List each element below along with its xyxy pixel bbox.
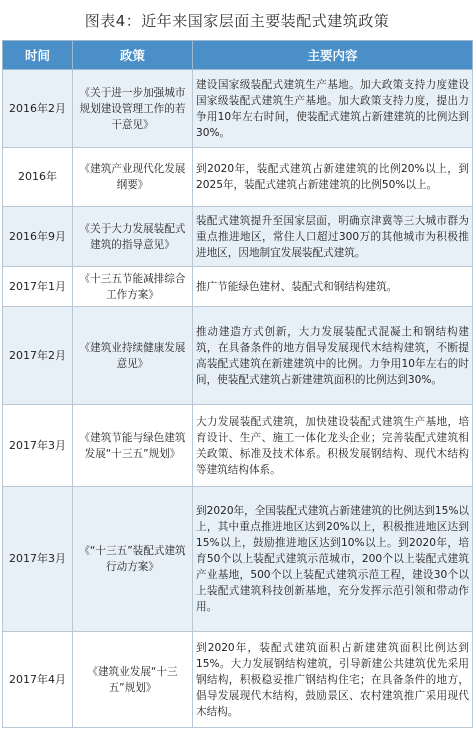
- chart-title: 图表4：近年来国家层面主要装配式建筑政策: [84, 11, 390, 30]
- row-content: 到2020年，全国装配式建筑占新建建筑的比例达到15%以上，其中重点推进地区达到20%以上，积极推进地区达到15%以上，鼓励推进地区达到10%以上。到2020年，培育50个以上装配式建筑示范城市，200个以上装配式建筑产业基地，500个以上装配式建筑示范工程，建设30个以上装配式建筑科技创新基地，充分发挥示范引领和带动作用。: [193, 487, 473, 632]
- row-time: 2016年2月: [3, 70, 73, 148]
- row-policy: 《关于进一步加强城市规划建设管理工作的若干意见》: [73, 70, 193, 148]
- table-row: [3, 487, 473, 632]
- row-policy: 《十三五节能减排综合工作方案》: [73, 267, 193, 307]
- row-policy: 《建筑业持续健康发展意见》: [73, 307, 193, 405]
- row-time: 2017年1月: [3, 267, 73, 307]
- row-time: 2017年3月: [3, 405, 73, 487]
- row-content: 建设国家级装配式建筑生产基地。加大政策支持力度建设国家级装配式建筑生产基地。加大政策支持力度，提出力争用10年左右时间，使装配式建筑占新建建筑的比例达到30%。: [193, 70, 473, 148]
- row-content: 到2020年，装配式建筑占新建建筑的比例20%以上，到2025年，装配式建筑占新建建筑的比例50%以上。: [193, 148, 473, 207]
- row-policy: 《“十三五”装配式建筑行动方案》: [73, 487, 193, 632]
- row-policy: 《建筑节能与绿色建筑发展“十三五”规划》: [73, 405, 193, 487]
- row-policy: 《关于大力发展装配式建筑的指导意见》: [73, 207, 193, 267]
- table-row: [3, 207, 473, 267]
- row-time: 2016年: [3, 148, 73, 207]
- row-content: 到2020年，装配式建筑面积占新建建筑面积比例达到15%。大力发展钢结构建筑，引导新建公共建筑优先采用钢结构，积极稳妥推广钢结构住宅；在具备条件的地方，倡导发展现代木结构，鼓励景区、农村建筑推广采用现代木结构。: [193, 632, 473, 728]
- table-header-row: [3, 41, 473, 70]
- header-policy: 政策: [73, 41, 193, 70]
- row-time: 2017年4月: [3, 632, 73, 728]
- table-row: [3, 632, 473, 728]
- row-content: 装配式建筑提升至国家层面，明确京津冀等三大城市群为重点推进地区，常住人口超过300万的其他城市为积极推进地区，因地制宜发展装配式建筑。: [193, 207, 473, 267]
- table-row: [3, 405, 473, 487]
- row-time: 2017年3月: [3, 487, 73, 632]
- header-time: 时间: [3, 41, 73, 70]
- header-content: 主要内容: [193, 41, 473, 70]
- row-content: 推动建造方式创新，大力发展装配式混凝土和钢结构建筑，在具备条件的地方倡导发展现代木结构建筑，不断提高装配式建筑在新建建筑中的比例。力争用10年左右的时间，使装配式建筑占新建建筑面积的比例达到30%。: [193, 307, 473, 405]
- policy-table: [2, 40, 473, 728]
- row-time: 2017年2月: [3, 307, 73, 405]
- row-time: 2016年9月: [3, 207, 73, 267]
- table-row: [3, 307, 473, 405]
- table-row: [3, 70, 473, 148]
- row-policy: 《建筑产业现代化发展纲要》: [73, 148, 193, 207]
- row-content: 大力发展装配式建筑，加快建设装配式建筑生产基地，培育设计、生产、施工一体化龙头企业；完善装配式建筑相关政策、标准及技术体系。积极发展钢结构、现代木结构等建筑结构体系。: [193, 405, 473, 487]
- table-row: [3, 148, 473, 207]
- row-content: 推广节能绿色建材、装配式和钢结构建筑。: [193, 267, 473, 307]
- table-row: [3, 267, 473, 307]
- row-policy: 《建筑业发展“十三五”规划》: [73, 632, 193, 728]
